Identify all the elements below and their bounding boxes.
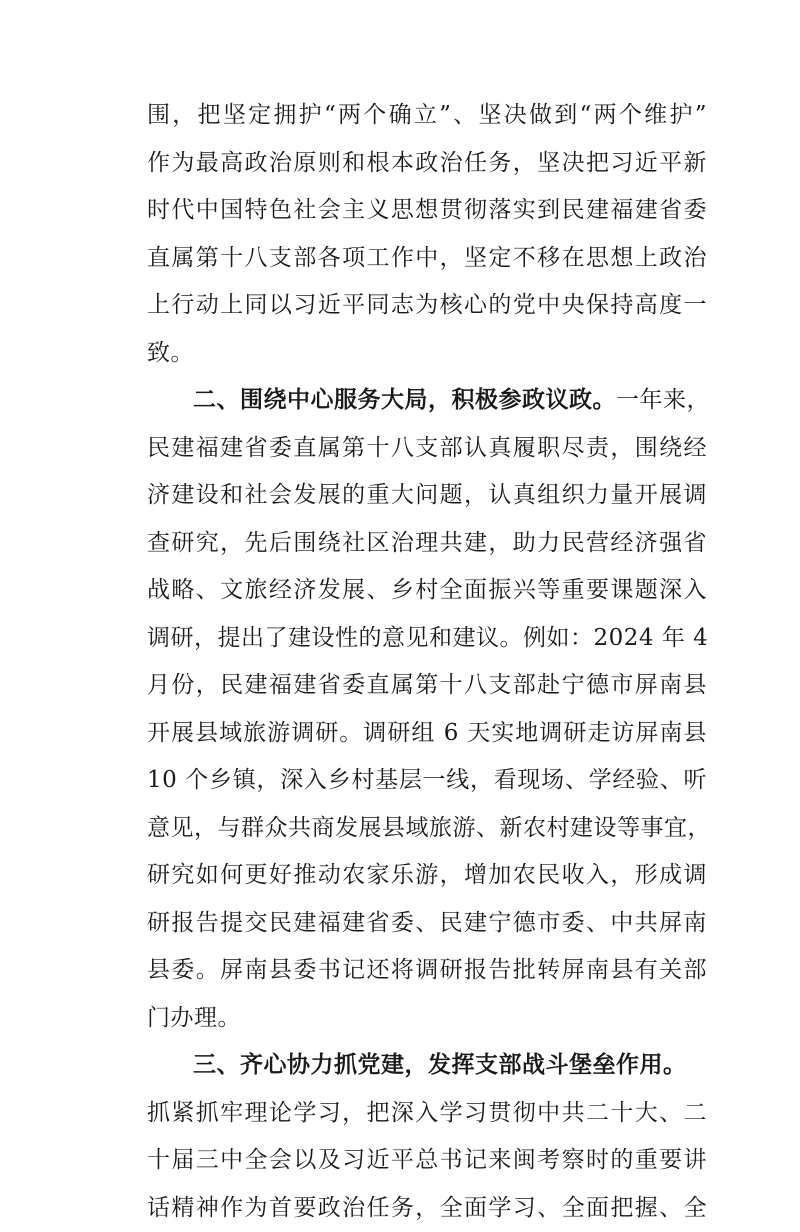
text-line: 月份，民建福建省委直属第十八支部赴宁德市屏南县 <box>147 662 707 710</box>
paragraph-2 <box>147 377 707 1042</box>
text-line: 门办理。 <box>147 995 707 1043</box>
text-line: 致。 <box>147 330 707 378</box>
text-line: 开展县域旅游调研。调研组 6 天实地调研走访屏南县 <box>147 710 707 758</box>
text-line: 抓紧抓牢理论学习，把深入学习贯彻中共二十大、二 <box>147 1090 707 1138</box>
text-line: 10 个乡镇，深入乡村基层一线，看现场、学经验、听 <box>147 757 707 805</box>
text-line: 民建福建省委直属第十八支部认真履职尽责，围绕经 <box>147 425 707 473</box>
text-line: 研报告提交民建福建省委、民建宁德市委、中共屏南 <box>147 900 707 948</box>
text-line: 战略、文旅经济发展、乡村全面振兴等重要课题深入 <box>147 567 707 615</box>
text-line: 意见，与群众共商发展县域旅游、新农村建设等事宜， <box>147 805 707 853</box>
paragraph-first-line <box>147 377 707 425</box>
text-line: 上行动上同以习近平同志为核心的党中央保持高度一 <box>147 282 707 330</box>
paragraph-first-line <box>147 1042 707 1090</box>
text-line: 研究如何更好推动农家乐游，增加农民收入，形成调 <box>147 852 707 900</box>
text-line: 直属第十八支部各项工作中，坚定不移在思想上政治 <box>147 235 707 283</box>
text-line: 话精神作为首要政治任务，全面学习、全面把握、全 <box>147 1185 707 1232</box>
text-line: 围，把坚定拥护“两个确立”、坚决做到“两个维护” <box>147 92 707 140</box>
text-run: 一年来， <box>616 387 710 413</box>
text-line: 查研究，先后围绕社区治理共建，助力民营经济强省 <box>147 520 707 568</box>
text-line: 十届三中全会以及习近平总书记来闽考察时的重要讲 <box>147 1137 707 1185</box>
text-line: 调研，提出了建设性的意见和建议。例如：2024 年 4 <box>147 615 707 663</box>
section-heading-2: 二、围绕中心服务大局，积极参政议政。 <box>193 387 616 413</box>
text-line: 济建设和社会发展的重大问题，认真组织力量开展调 <box>147 472 707 520</box>
text-line: 作为最高政治原则和根本政治任务，坚决把习近平新 <box>147 140 707 188</box>
section-heading-3: 三、齐心协力抓党建，发挥支部战斗堡垒作用。 <box>193 1052 687 1078</box>
text-line: 县委。屏南县委书记还将调研报告批转屏南县有关部 <box>147 947 707 995</box>
paragraph-1 <box>147 92 707 377</box>
document-body <box>147 92 707 1232</box>
text-line: 时代中国特色社会主义思想贯彻落实到民建福建省委 <box>147 187 707 235</box>
paragraph-3 <box>147 1042 707 1232</box>
